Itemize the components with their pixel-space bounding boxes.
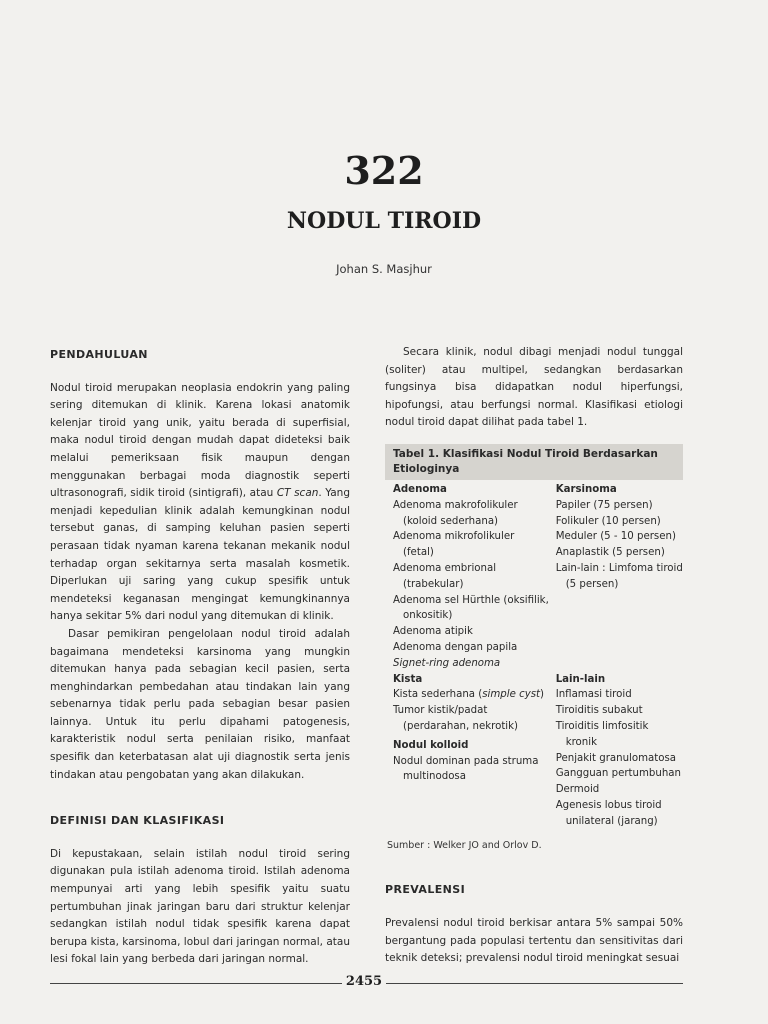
table-item: Tiroiditis subakut [555,705,643,717]
chapter-title: NODUL TIROID [286,208,482,234]
table-item: Gangguan pertumbuhan [555,768,681,780]
table-item: Tiroiditis limfositik [555,720,649,732]
table-item: Adenoma mikrofolikuler [393,531,515,543]
table-item: Adenoma embrional [393,562,497,574]
paragraph-klasifikasi: Secara klinik, nodul dibagi menjadi nodul tunggal (soliter) atau multipel, sedangkan berdasarkan fungsinya bisa didapatkan nodul hiperfungsi, hipofungsi, atau berfungsi normal. Klasifikasi etiologi nodul tiroid dapat dilihat pada tabel 1. [385,346,683,429]
paragraph-prevalensi: Prevalensi nodul tiroid berkisar antara 5% sampai 50% bergantung pada populasi tertentu dan sensitivitas dari teknik deteksi; prevalensi nodul tiroid meningkat sesuai [385,916,683,965]
table-item-sub: (koloid sederhana) [403,515,499,527]
table-group-heading: Karsinoma [555,483,617,495]
table-item-sub: (fetal) [403,547,434,559]
classification-table [385,444,683,853]
table-item-sub: kronik [565,736,597,748]
table-source: Sumber : Welker JO and Orlov D. [387,839,542,851]
section-heading-pendahuluan: PENDAHULUAN [50,348,148,361]
section-heading-definisi: DEFINISI DAN KLASIFIKASI [50,814,225,828]
footer-rule-right [386,983,683,984]
table-item-sub: unilateral (jarang) [565,815,658,827]
table-title: Tabel 1. Klasifikasi Nodul Tiroid Berdasarkan Etiologinya [385,444,683,480]
table-item: Kista sederhana (simple cyst) [393,689,545,701]
table-item: Adenoma dengan papila [393,641,518,653]
table-item: Tumor kistik/padat [393,705,488,717]
table-group-heading: Nodul kolloid [393,739,469,751]
table-item: Agenesis lobus tiroid [555,799,662,811]
paragraph-intro-2: Dasar pemikiran pengelolaan nodul tiroid adalah bagaimana mendeteksi karsinoma yang mungkin ditemukan hanya pada sebagian kecil pasien, serta menghindarkan pembedahan atau tindakan lain yang sebenarnya tidak perlu pada sebagian besar pasien lainnya. Untuk itu perlu dipahami patogenesis, karakteristik nodul serta penilaian risiko, manfaat spesifik dan keterbatasan alat uji diagnostik serta jenis tindakan atau pengobatan yang akan dilakukan. [50,627,350,781]
table-item: Inflamasi tiroid [555,689,632,701]
right-column [385,344,683,968]
table-item-sub: (5 persen) [565,578,619,590]
author-name: Johan S. Masjhur [336,262,432,276]
table-column-left [393,482,550,830]
table-item-sub: (trabekular) [403,578,464,590]
table-item: Signet-ring adenoma [393,657,501,669]
table-group-heading: Adenoma [393,483,447,495]
table-item: Adenoma makrofolikuler [393,499,518,511]
table-group-heading: Kista [393,673,423,685]
table-item-sub: (perdarahan, nekrotik) [403,720,519,732]
footer-rule-left [50,983,342,984]
table-item-sub: onkositik) [403,610,453,622]
table-item: Papiler (75 persen) [555,499,653,511]
table-item-sub: multinodosa [403,771,466,783]
paragraph-intro-1: Nodul tiroid merupakan neoplasia endokrin yang paling sering ditemukan di klinik. Karena lokasi anatomik kelenjar tiroid yang unik, yaitu berada di superfisial, maka nodul tiroid dengan mudah dapat dideteksi baik melalui pemeriksaan fisik maupun dengan menggunakan berbagai moda diagnostik seperti ultrasonografi, sidik tiroid (sintigrafi), atau CT scan. Yang menjadi kepedulian klinik adalah kemungkinan nodul tersebut ganas, di samping keluhan pasien seperti perasaan tidak nyaman karena tekanan mekanik nodul terhadap organ sekitarnya serta masalah kosmetik. Diperlukan uji saring yang cukup spesifik untuk mendeteksi keganasan mengingat kemungkinannya hanya sekitar 5% dari nodul yang ditemukan di klinik. [50,381,350,623]
table-group-heading: Lain-lain [555,673,606,685]
left-column [50,346,350,969]
table-item: Lain-lain : Limfoma tiroid [555,562,683,574]
table-item: Folikuler (10 persen) [555,515,661,527]
section-heading-prevalensi: PREVALENSI [385,883,466,897]
chapter-number: 322 [344,148,424,193]
table-item: Adenoma atipik [393,626,473,638]
table-item: Nodul dominan pada struma [393,755,539,767]
table-item: Meduler (5 - 10 persen) [555,531,676,543]
table-item: Adenoma sel Hürthle (oksifilik, [393,594,549,606]
table-column-right [550,482,683,830]
paragraph-definisi: Di kepustakaan, selain istilah nodul tiroid sering digunakan pula istilah adenoma tiroid. Istilah adenoma mempunyai arti yang lebih spesifik yaitu suatu pertumbuhan jinak jaringan baru dari struktur kelenjar sedangkan istilah nodul tidak spesifik karena dapat berupa kista, karsinoma, lobul dari jaringan normal, atau lesi fokal lain yang berbeda dari jaringan normal. [50,847,350,966]
table-item: Anaplastik (5 persen) [555,547,665,559]
page-number: 2455 [345,974,383,989]
table-item: Penjakit granulomatosa [555,752,677,764]
table-item: Dermoid [555,784,600,796]
